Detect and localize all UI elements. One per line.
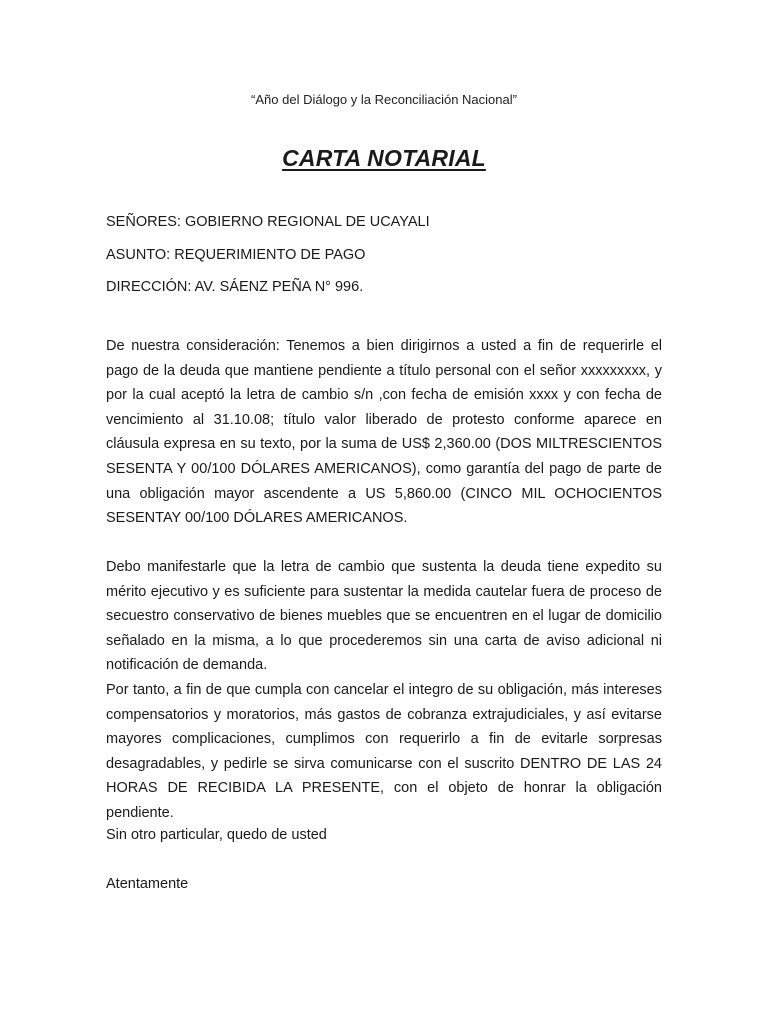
subject-line: ASUNTO: REQUERIMIENTO DE PAGO bbox=[106, 247, 366, 263]
signoff: Atentamente bbox=[106, 876, 189, 892]
body-paragraph-3: Por tanto, a fin de que cumpla con cancelar el integro de su obligación, más intereses compensatorios y moratorios, más gastos de cobranza extrajudiciales, y así evitarse mayores complicaciones, cumplimos con requerirlo a fin de evitarle sorpresas desagradables, y pedirle se sirva comunicarse con el suscrito DENTRO DE LAS 24 HORAS DE RECIBIDA LA PRESENTE, con el objeto de honrar la obligación pendiente. bbox=[106, 682, 662, 821]
closing-phrase: Sin otro particular, quedo de usted bbox=[106, 827, 327, 843]
year-motto: “Año del Diálogo y la Reconciliación Nacional” bbox=[251, 92, 517, 107]
address-line: DIRECCIÓN: AV. SÁENZ PEÑA N° 996. bbox=[106, 279, 364, 295]
body-paragraph-1: De nuestra consideración: Tenemos a bien dirigirnos a usted a fin de requerirle el pago de la deuda que mantiene pendiente a título personal con el señor xxxxxxxxx, y por la cual aceptó la letra de cambio s/n ,con fecha de emisión xxxx y con fecha de vencimiento al 31.10.08; título valor liberado de protesto conforme aparece en cláusula expresa en su texto, por la suma de US$ 2,360.00 (DOS MILTRESCIENTOS SESENTA Y 00/100 DÓLARES AMERICANOS), como garantía del pago de parte de una obligación mayor ascendente a US 5,860.00 (CINCO MIL OCHOCIENTOS SESENTAY 00/100 DÓLARES AMERICANOS. bbox=[106, 338, 662, 527]
recipient-line: SEÑORES: GOBIERNO REGIONAL DE UCAYALI bbox=[106, 214, 430, 230]
letter-title: CARTA NOTARIAL bbox=[282, 145, 486, 171]
body-paragraph-2: Debo manifestarle que la letra de cambio que sustenta la deuda tiene expedito su mérito ejecutivo y es suficiente para sustentar la medida cautelar fuera de proceso de secuestro conservativo de bienes muebles que se encuentren en el lugar de domicilio señalado en la misma, a lo que procederemos sin una carta de aviso adicional ni notificación de demanda. bbox=[106, 559, 662, 674]
